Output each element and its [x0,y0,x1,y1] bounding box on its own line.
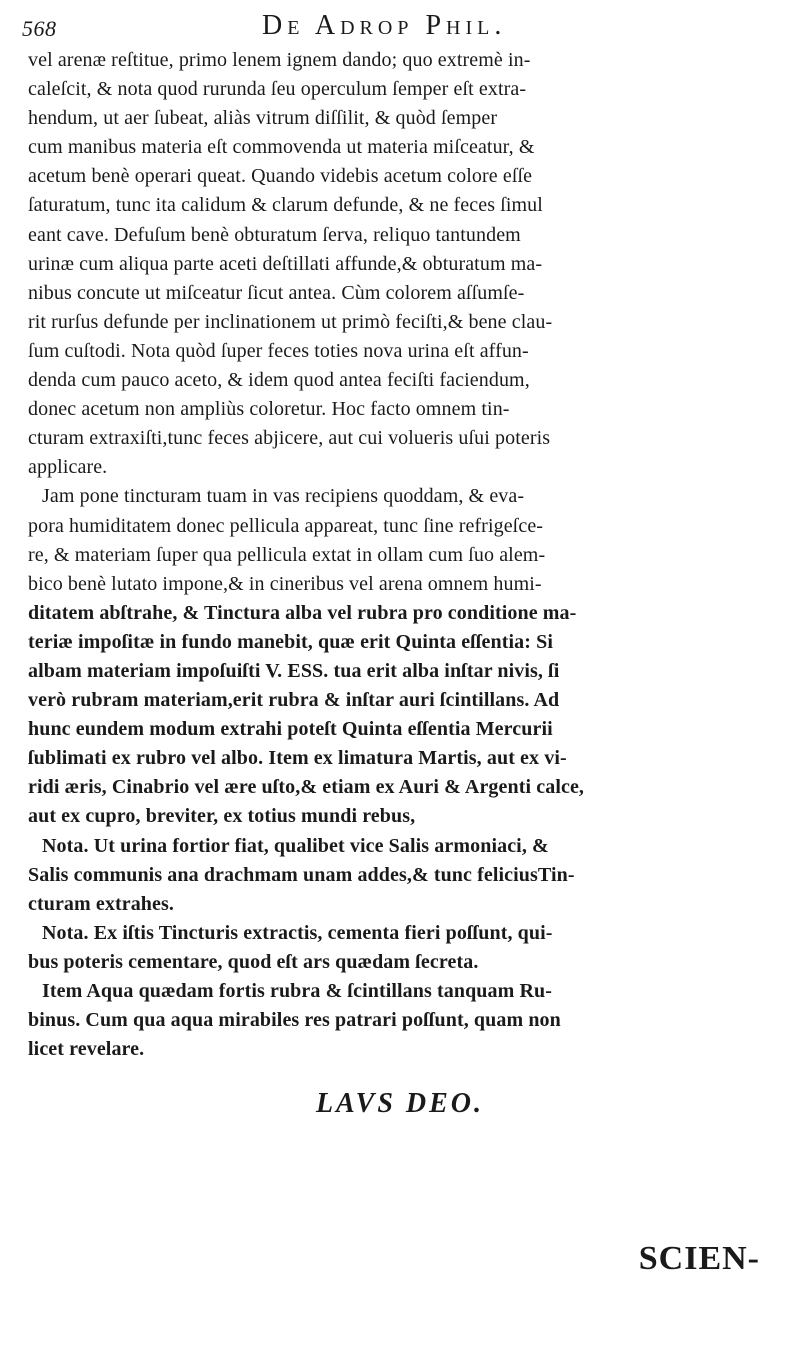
text-line: re, & materiam ſuper qua pellicula extat in ollam cum ſuo alem- [28,543,546,566]
text-line: binus. Cum qua aqua mirabiles res patrari poſſunt, quam non [28,1009,561,1032]
text-line: applicare. [28,456,108,479]
body-text [28,46,768,1064]
text-line: vel arenæ reſtitue, primo lenem ignem dando; quo extremè in- [28,49,531,71]
text-line: nibus concute ut miſceatur ſicut antea. Cùm colorem aſſumſe- [28,281,525,304]
text-line: cum manibus materia eſt commovenda ut materia miſceatur, & [28,136,535,159]
text-line: acetum benè operari queat. Quando videbis acetum colore eſſe [28,165,533,188]
text-line: licet revelare. [28,1038,145,1061]
text-line: aut ex cupro, breviter, ex totius mundi rebus, [28,805,416,828]
text-line: verò rubram materiam,erit rubra & inſtar auri ſcintillans. Ad [28,689,560,712]
text-line: donec acetum non ampliùs coloretur. Hoc facto omnem tin- [28,398,510,421]
catchword: SCIEN- [638,1240,760,1277]
text-line: bico benè lutato impone,& in cineribus vel arena omnem humi- [28,572,542,595]
explicit-laus-deo: LAVS DEO. [315,1088,485,1119]
text-line: denda cum pauco aceto, & idem quod antea feciſti faciendum, [28,369,530,392]
text-line: eant cave. Defuſum benè obturatum ſerva, reliquo tantundem [28,223,521,246]
text-line: ditatem abſtrahe, & Tinctura alba vel rubra pro conditione ma- [28,601,577,624]
text-line: ſaturatum, tunc ita calidum & clarum defunde, & ne feces ſimul [28,194,543,217]
note-line: Nota. Ut urina fortior fiat, qualibet vice Salis armoniaci, & [42,834,549,857]
running-title: De Adrop Phil. [262,10,507,41]
text-line: hendum, ut aer ſubeat, aliàs vitrum diſſilit, & quòd ſemper [28,107,498,130]
text-line: rit rurſus defunde per inclinationem ut primò feciſti,& bene clau- [28,310,553,333]
text-line: ſum cuſtodi. Nota quòd ſuper feces toties nova urina eſt affun- [28,339,529,362]
text-line: teriæ impoſitæ in fundo manebit, quæ erit Quinta eſſentia: Si [28,630,554,653]
text-line: ridi æris, Cinabrio vel ære uſto,& etiam ex Auri & Argenti calce, [28,776,585,799]
page-header [22,10,762,44]
text-line: urinæ cum aliqua parte aceti deſtillati affunde,& obturatum ma- [28,252,543,275]
note-line: Nota. Ex iſtis Tincturis extractis, cementa fieri poſſunt, qui- [42,921,553,944]
text-line: caleſcit, & nota quod rurunda ſeu operculum ſemper eſt extra- [28,78,527,101]
text-line: pora humiditatem donec pellicula appareat, tunc ſine refrigeſce- [28,514,544,537]
text-line: ſublimati ex rubro vel albo. Item ex limatura Martis, aut ex vi- [28,747,567,770]
paragraph-start-line: Jam pone tincturam tuam in vas recipiens quoddam, & eva- [42,485,525,508]
text-line: cturam extrahes. [28,892,174,915]
text-line: cturam extraxiſti,tunc feces abjicere, aut cui volueris uſui poteris [28,427,551,450]
page-number: 568 [22,16,57,41]
text-line: hunc eundem modum extrahi poteſt Quinta eſſentia Mercurii [28,718,553,741]
text-line: bus poteris cementare, quod eſt ars quædam ſecreta. [28,950,479,973]
text-line: Salis communis ana drachmam unam addes,& tunc feliciusTin- [28,863,575,886]
paragraph-start-line: Item Aqua quædam fortis rubra & ſcintillans tanquam Ru- [42,980,553,1002]
text-line: albam materiam impoſuiſti V. ESS. tua erit alba inſtar nivis, ſi [28,659,560,682]
